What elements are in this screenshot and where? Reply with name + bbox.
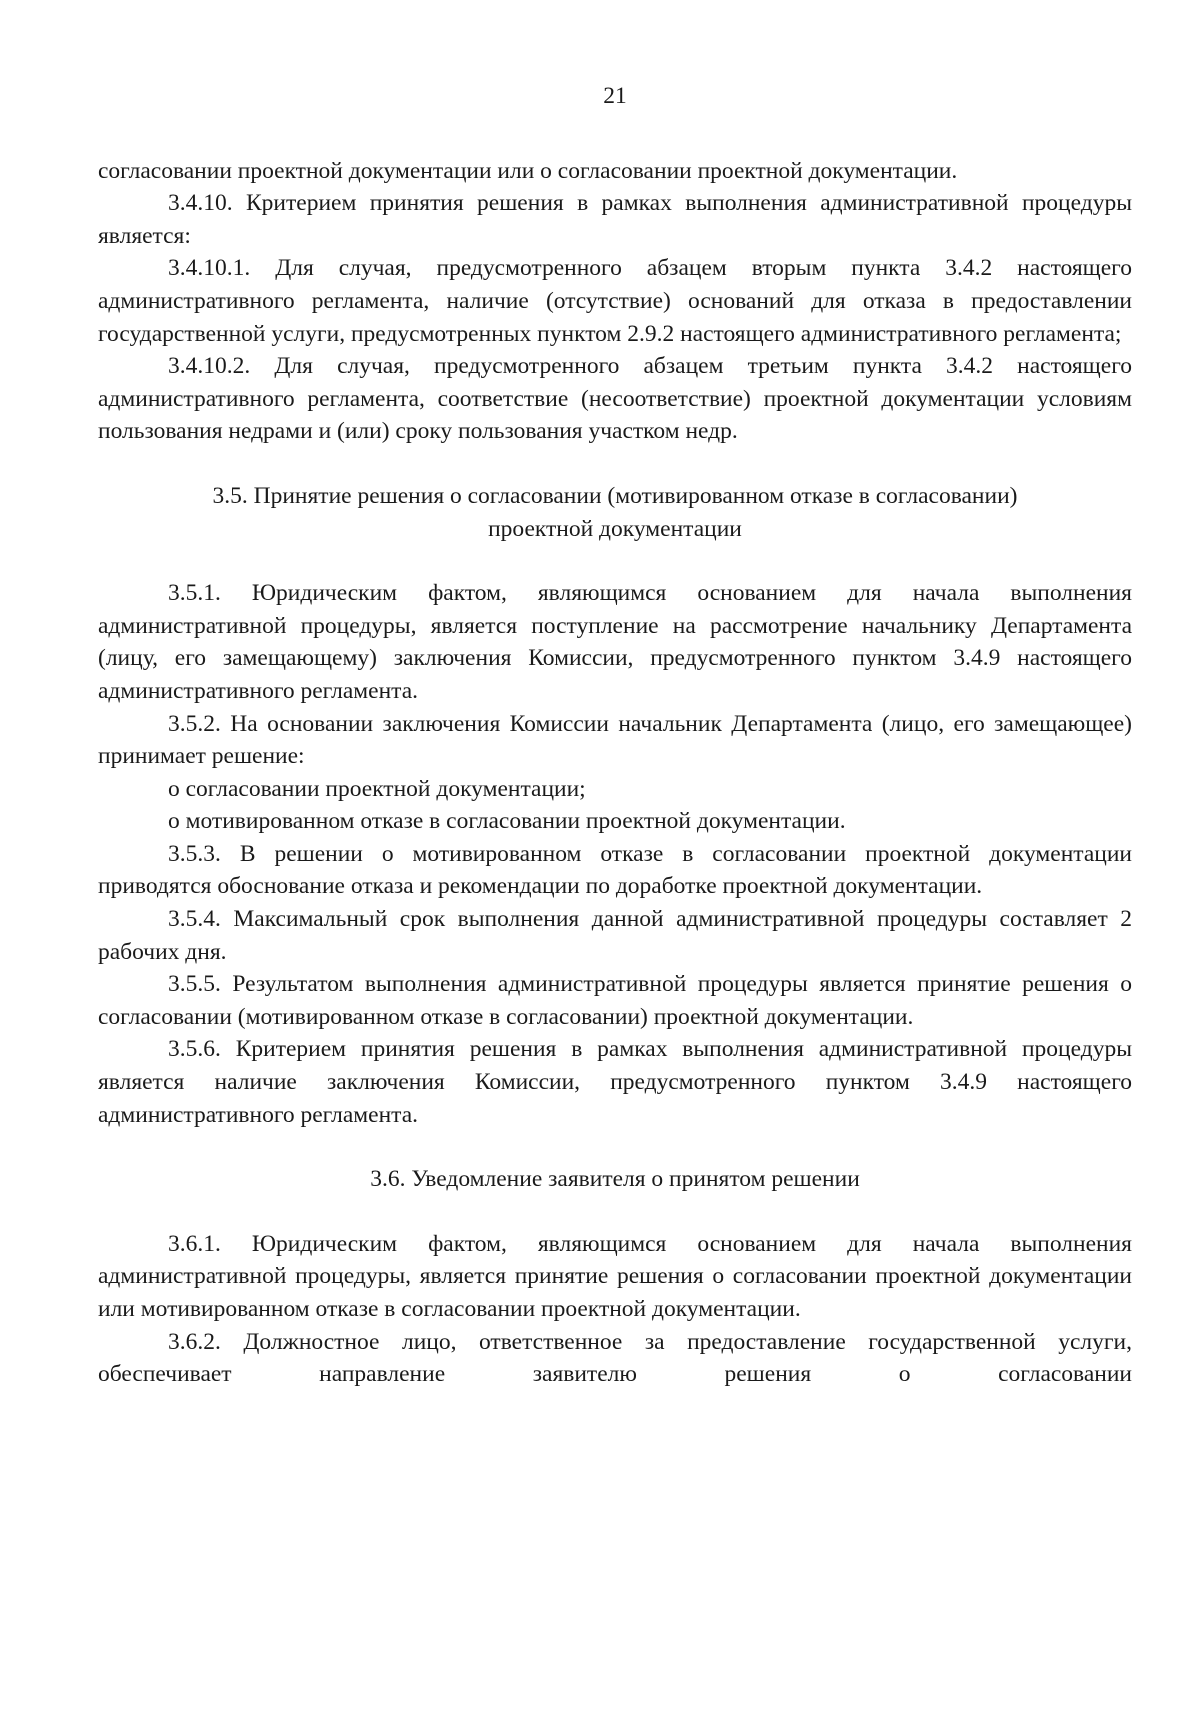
- paragraph-3-6-1: 3.6.1. Юридическим фактом, являющимся основанием для начала выполнения административной процедуры, является принятие решения о согласовании проектной документации или мотивированном отказе в согласовании проектной документации.: [98, 1230, 1132, 1322]
- paragraph-3-5-1: 3.5.1. Юридическим фактом, являющимся основанием для начала выполнения административной процедуры, является поступление на рассмотрение начальнику Департамента (лицу, его замещающему) заключения Комиссии, предусмотренного пунктом 3.4.9 настоящего административного регламента.: [98, 580, 1132, 704]
- section-heading-3-5: [98, 480, 1132, 545]
- section-heading-3-5-line2: проектной документации: [488, 515, 742, 542]
- paragraph-3-5-2-option-2: о мотивированном отказе в согласовании проектной документации.: [168, 808, 846, 835]
- paragraph-3-4-10: 3.4.10. Критерием принятия решения в рамках выполнения административной процедуры является:: [98, 190, 1132, 249]
- paragraph-3-5-2-option-1: о согласовании проектной документации;: [168, 775, 586, 802]
- paragraph-3-6-2: 3.6.2. Должностное лицо, ответственное за предоставление государственной услуги, обеспечивает направление заявителю решения о согласовании: [98, 1328, 1132, 1388]
- section-heading-3-5-line1: 3.5. Принятие решения о согласовании (мотивированном отказе в согласовании): [212, 482, 1018, 509]
- document-page: [98, 80, 1132, 1391]
- paragraph-3-5-3: 3.5.3. В решении о мотивированном отказе в согласовании проектной документации приводятся обоснование отказа и рекомендации по доработке проектной документации.: [98, 840, 1132, 900]
- paragraph-3-4-10-2: 3.4.10.2. Для случая, предусмотренного абзацем третьим пункта 3.4.2 настоящего административного регламента, соответствие (несоответствие) проектной документации условиям пользования недрами и (или) сроку пользования участком недр.: [98, 353, 1132, 445]
- paragraph-3-5-4: 3.5.4. Максимальный срок выполнения данной административной процедуры составляет 2 рабочих дня.: [98, 906, 1132, 965]
- paragraph-continuation: согласовании проектной документации или о согласовании проектной документации.: [98, 157, 958, 184]
- paragraph-3-5-6: 3.5.6. Критерием принятия решения в рамках выполнения административной процедуры является наличие заключения Комиссии, предусмотренного пунктом 3.4.9 настоящего административного регламента.: [98, 1036, 1132, 1128]
- paragraph-3-5-2: 3.5.2. На основании заключения Комиссии начальник Департамента (лицо, его замещающее) принимает решение:: [98, 710, 1132, 770]
- section-heading-3-6: 3.6. Уведомление заявителя о принятом решении: [370, 1166, 860, 1193]
- paragraph-3-5-5: 3.5.5. Результатом выполнения административной процедуры является принятие решения о согласовании (мотивированном отказе в согласовании) проектной документации.: [98, 971, 1132, 1030]
- paragraph-3-4-10-1: 3.4.10.1. Для случая, предусмотренного абзацем вторым пункта 3.4.2 настоящего административного регламента, наличие (отсутствие) оснований для отказа в предоставлении государственной услуги, предусмотренных пунктом 2.9.2 настоящего административного регламента;: [98, 255, 1132, 347]
- page-number: 21: [603, 83, 627, 109]
